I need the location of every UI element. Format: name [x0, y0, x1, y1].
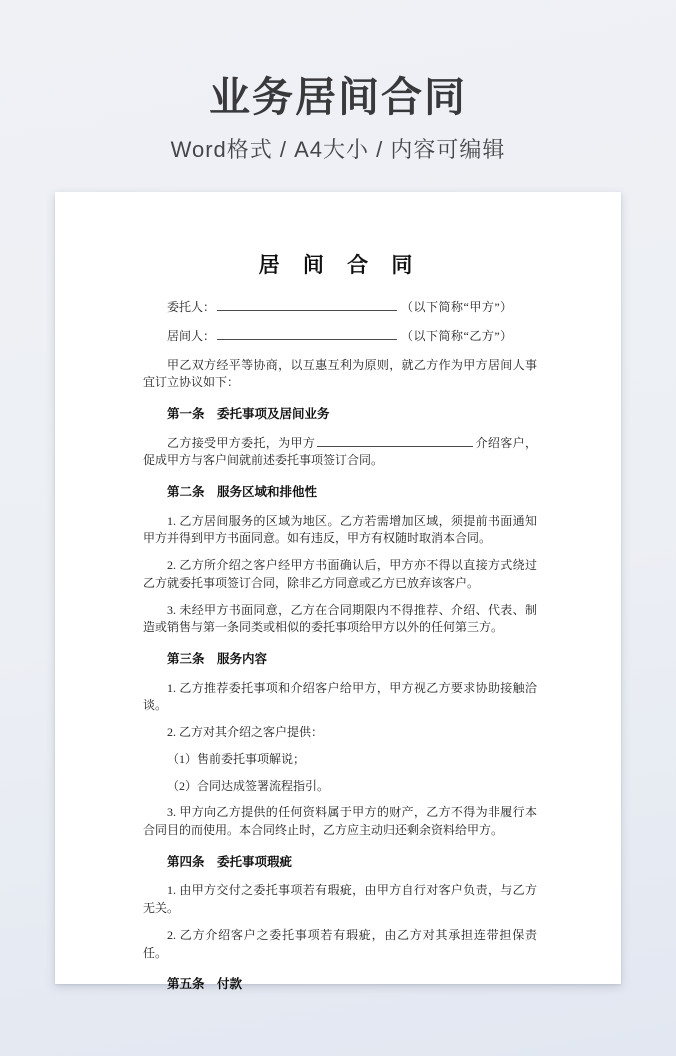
section-heading: 第四条 委托事项瑕疵 [167, 854, 293, 869]
intro-paragraph: 甲乙双方经平等协商，以互惠互利为原则，就乙方作为甲方居间人事宜订立协议如下： [143, 357, 537, 390]
party-suffix: （以下简称“乙方”） [401, 328, 513, 343]
paragraph: 3. 未经甲方书面同意，乙方在合同期限内不得推荐、介绍、代表、制造或销售与第一条同类或相似的委托事项给甲方以外的任何第三方。 [143, 602, 537, 635]
section-2 [143, 483, 537, 637]
party-label: 委托人： [167, 300, 216, 315]
party-blank-underline [217, 328, 397, 340]
section-1 [143, 405, 537, 470]
paragraph-with-blank [143, 435, 537, 471]
paragraph: （2）合同达成签署流程指引。 [167, 778, 330, 793]
paragraph: 2. 乙方所介绍之客户经甲方书面确认后，甲方亦不得以直接方式绕过乙方就委托事项签订合同，除非乙方同意或乙方已放弃该客户。 [143, 558, 537, 590]
section-4 [143, 853, 537, 963]
contract-title: 居 间 合 同 [258, 253, 422, 277]
paragraph: 1. 乙方居间服务的区域为地区。乙方若需增加区域，须提前书面通知甲方并得到甲方书面同意。如有违反，甲方有权随时取消本合同。 [143, 513, 537, 546]
document-page-preview [55, 192, 621, 992]
party-blank-underline [217, 299, 397, 311]
paragraph-text: 介绍客户，促成甲方与客户间就前述委托事项签订合同。 [143, 435, 537, 468]
party-label: 居间人： [167, 328, 216, 343]
party-suffix: （以下简称“甲方”） [401, 300, 513, 315]
paragraph: （1）售前委托事项解说； [167, 751, 306, 766]
promo-subtitle: Word格式 / A4大小 / 内容可编辑 [170, 137, 506, 162]
section-3 [143, 650, 537, 840]
section-heading: 第三条 服务内容 [167, 652, 268, 667]
fill-in-blank-underline [317, 435, 473, 447]
paragraph: 2. 乙方介绍客户之委托事项若有瑕疵，由乙方对其承担连带担保责任。 [143, 927, 537, 960]
paragraph-text: 乙方接受甲方委托，为甲方 [167, 435, 316, 450]
contract-document [55, 192, 621, 992]
party-line-intermediary [167, 328, 537, 346]
section-5 [143, 975, 537, 994]
paragraph: 3. 甲方向乙方提供的任何资料属于甲方的财产，乙方不得为非履行本合同目的而使用。本合同终止时，乙方应主动归还剩余资料给甲方。 [143, 805, 537, 838]
paragraph: 2. 乙方对其介绍之客户提供： [167, 725, 324, 740]
section-heading: 第二条 服务区域和排他性 [167, 485, 318, 500]
paragraph: 1. 由甲方交付之委托事项若有瑕疵，由甲方自行对客户负责，与乙方无关。 [143, 883, 537, 916]
section-heading: 第一条 委托事项及居间业务 [167, 407, 330, 422]
promo-header [0, 0, 676, 164]
promo-title: 业务居间合同 [209, 74, 467, 120]
section-heading: 第五条 付款 [167, 977, 243, 992]
paragraph: 1. 乙方推荐委托事项和介绍客户给甲方，甲方视乙方要求协助接触洽谈。 [143, 680, 537, 713]
party-line-principal [167, 299, 537, 317]
